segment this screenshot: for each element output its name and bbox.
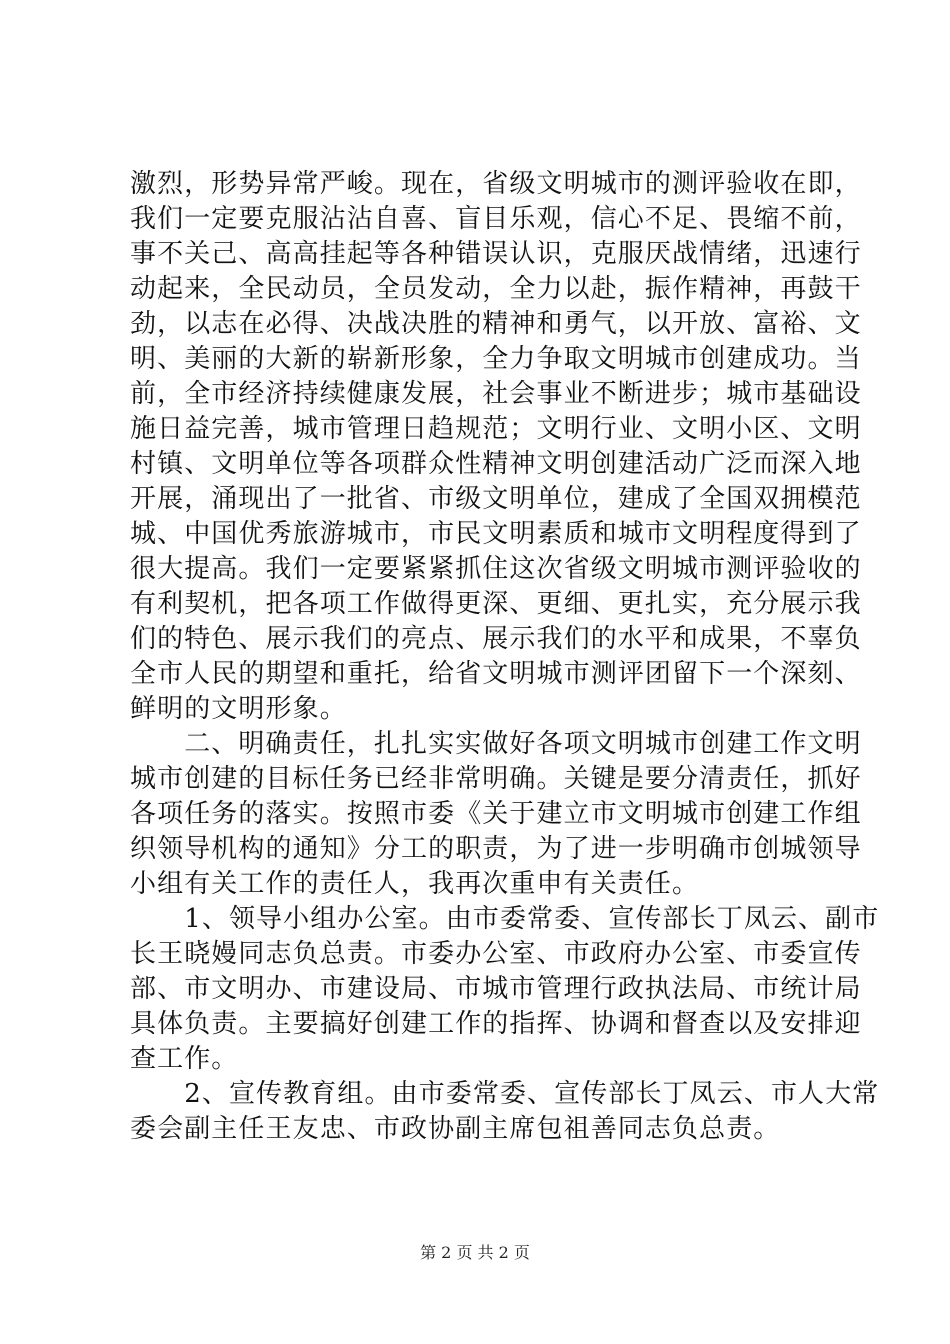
- text-line: 织领导机构的通知》分工的职责，为了进一步明确市创城领导: [130, 834, 862, 864]
- text-line: 激烈，形势异常严峻。现在，省级文明城市的测评验收在即，: [130, 169, 862, 199]
- text-line: 事不关己、高高挂起等各种错误认识，克服厌战情绪，迅速行: [130, 239, 862, 269]
- text-line: 查工作。: [130, 1044, 239, 1074]
- text-line: 委会副主任王友忠、市政协副主席包祖善同志负总责。: [130, 1114, 781, 1144]
- text-line: 小组有关工作的责任人，我再次重申有关责任。: [130, 869, 700, 899]
- text-line: 具体负责。主要搞好创建工作的指挥、协调和督查以及安排迎: [130, 1009, 862, 1039]
- text-line: 很大提高。我们一定要紧紧抓住这次省级文明城市测评验收的: [130, 554, 862, 584]
- text-line: 长王晓嫚同志负总责。市委办公室、市政府办公室、市委宣传: [130, 939, 862, 969]
- text-line: 们的特色、展示我们的亮点、展示我们的水平和成果，不辜负: [130, 624, 862, 654]
- text-line: 城、中国优秀旅游城市，市民文明素质和城市文明程度得到了: [130, 519, 862, 549]
- text-line: 鲜明的文明形象。: [130, 694, 347, 724]
- text-line: 劲，以志在必得、决战决胜的精神和勇气，以开放、富裕、文: [130, 309, 862, 339]
- text-line: 明、美丽的大新的崭新形象，全力争取文明城市创建成功。当: [130, 344, 862, 374]
- text-line: 2、宣传教育组。由市委常委、宣传部长丁凤云、市人大常: [130, 1079, 880, 1109]
- text-line: 各项任务的落实。按照市委《关于建立市文明城市创建工作组: [130, 799, 862, 829]
- text-line: 施日益完善，城市管理日趋规范；文明行业、文明小区、文明: [130, 414, 862, 444]
- page-number-label: 第 2 页 共 2 页: [420, 1243, 530, 1262]
- text-line: 有利契机，把各项工作做得更深、更细、更扎实，充分展示我: [130, 589, 862, 619]
- text-line: 1、领导小组办公室。由市委常委、宣传部长丁凤云、副市: [130, 904, 880, 934]
- text-line: 前，全市经济持续健康发展，社会事业不断进步；城市基础设: [130, 379, 862, 409]
- text-line: 二、明确责任，扎扎实实做好各项文明城市创建工作文明: [130, 729, 862, 759]
- text-line: 我们一定要克服沾沾自喜、盲目乐观，信心不足、畏缩不前，: [130, 204, 862, 234]
- text-line: 动起来，全民动员，全员发动，全力以赴，振作精神，再鼓干: [130, 274, 862, 304]
- page-footer: [0, 1243, 950, 1263]
- text-line: 部、市文明办、市建设局、市城市管理行政执法局、市统计局: [130, 974, 862, 1004]
- text-line: 城市创建的目标任务已经非常明确。关键是要分清责任，抓好: [130, 764, 862, 794]
- text-line: 村镇、文明单位等各项群众性精神文明创建活动广泛而深入地: [130, 449, 862, 479]
- text-line: 开展，涌现出了一批省、市级文明单位，建成了全国双拥模范: [130, 484, 862, 514]
- text-line: 全市人民的期望和重托，给省文明城市测评团留下一个深刻、: [130, 659, 862, 689]
